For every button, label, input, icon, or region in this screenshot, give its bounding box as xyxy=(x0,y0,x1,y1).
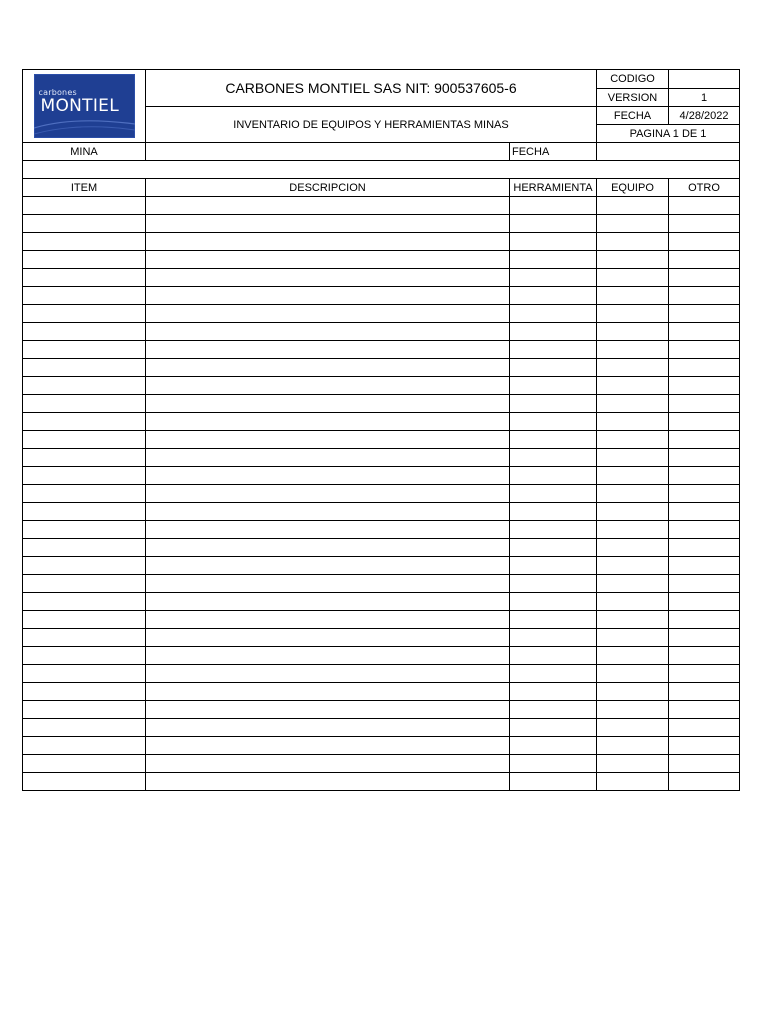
cell-item[interactable] xyxy=(23,323,146,341)
cell-equipo[interactable] xyxy=(597,521,669,539)
table-row xyxy=(23,449,740,467)
table-row xyxy=(23,701,740,719)
cell-herramienta[interactable] xyxy=(510,305,597,323)
cell-equipo[interactable] xyxy=(597,197,669,215)
cell-herramienta[interactable] xyxy=(510,377,597,395)
table-row xyxy=(23,557,740,575)
table-row xyxy=(23,467,740,485)
cell-item[interactable] xyxy=(23,197,146,215)
cell-item[interactable] xyxy=(23,575,146,593)
cell-otro[interactable] xyxy=(669,647,740,665)
cell-item[interactable] xyxy=(23,413,146,431)
cell-equipo[interactable] xyxy=(597,233,669,251)
cell-equipo[interactable] xyxy=(597,683,669,701)
info-fecha-label: FECHA xyxy=(510,143,597,161)
cell-descripcion[interactable] xyxy=(146,737,510,755)
cell-item[interactable] xyxy=(23,611,146,629)
cell-otro[interactable] xyxy=(669,251,740,269)
table-row xyxy=(23,539,740,557)
cell-equipo[interactable] xyxy=(597,755,669,773)
cell-herramienta[interactable] xyxy=(510,485,597,503)
cell-herramienta[interactable] xyxy=(510,503,597,521)
cell-descripcion[interactable] xyxy=(146,395,510,413)
cell-descripcion[interactable] xyxy=(146,647,510,665)
cell-item[interactable] xyxy=(23,557,146,575)
cell-descripcion[interactable] xyxy=(146,575,510,593)
cell-equipo[interactable] xyxy=(597,251,669,269)
cell-descripcion[interactable] xyxy=(146,413,510,431)
cell-herramienta[interactable] xyxy=(510,737,597,755)
cell-otro[interactable] xyxy=(669,233,740,251)
cell-equipo[interactable] xyxy=(597,359,669,377)
codigo-value[interactable] xyxy=(669,70,740,89)
cell-otro[interactable] xyxy=(669,737,740,755)
cell-item[interactable] xyxy=(23,341,146,359)
cell-descripcion[interactable] xyxy=(146,557,510,575)
cell-item[interactable] xyxy=(23,521,146,539)
cell-descripcion[interactable] xyxy=(146,269,510,287)
cell-item[interactable] xyxy=(23,431,146,449)
cell-equipo[interactable] xyxy=(597,629,669,647)
cell-equipo[interactable] xyxy=(597,539,669,557)
cell-otro[interactable] xyxy=(669,323,740,341)
table-row xyxy=(23,485,740,503)
cell-equipo[interactable] xyxy=(597,215,669,233)
cell-equipo[interactable] xyxy=(597,647,669,665)
cell-descripcion[interactable] xyxy=(146,449,510,467)
column-header-row xyxy=(23,179,740,197)
company-logo xyxy=(34,74,135,138)
cell-equipo[interactable] xyxy=(597,485,669,503)
cell-equipo[interactable] xyxy=(597,719,669,737)
cell-descripcion[interactable] xyxy=(146,611,510,629)
cell-item[interactable] xyxy=(23,251,146,269)
cell-item[interactable] xyxy=(23,773,146,791)
cell-herramienta[interactable] xyxy=(510,683,597,701)
col-header-item: ITEM xyxy=(23,179,146,197)
cell-descripcion[interactable] xyxy=(146,629,510,647)
cell-otro[interactable] xyxy=(669,395,740,413)
cell-descripcion[interactable] xyxy=(146,251,510,269)
cell-otro[interactable] xyxy=(669,305,740,323)
cell-otro[interactable] xyxy=(669,215,740,233)
cell-herramienta[interactable] xyxy=(510,233,597,251)
inventory-form xyxy=(22,69,739,791)
cell-herramienta[interactable] xyxy=(510,215,597,233)
cell-item[interactable] xyxy=(23,287,146,305)
cell-item[interactable] xyxy=(23,755,146,773)
cell-herramienta[interactable] xyxy=(510,647,597,665)
cell-equipo[interactable] xyxy=(597,773,669,791)
cell-descripcion[interactable] xyxy=(146,521,510,539)
spacer-row xyxy=(23,161,740,179)
cell-otro[interactable] xyxy=(669,521,740,539)
cell-item[interactable] xyxy=(23,233,146,251)
cell-equipo[interactable] xyxy=(597,395,669,413)
mina-label: MINA xyxy=(23,143,146,161)
company-title: CARBONES MONTIEL SAS NIT: 900537605-6 xyxy=(146,70,597,107)
table-row xyxy=(23,503,740,521)
col-header-herramienta: HERRAMIENTA xyxy=(510,179,597,197)
cell-item[interactable] xyxy=(23,629,146,647)
cell-descripcion[interactable] xyxy=(146,305,510,323)
cell-otro[interactable] xyxy=(669,629,740,647)
logo-swoosh-icon xyxy=(34,114,135,138)
cell-herramienta[interactable] xyxy=(510,773,597,791)
table-row xyxy=(23,431,740,449)
cell-descripcion[interactable] xyxy=(146,773,510,791)
table-row xyxy=(23,341,740,359)
cell-herramienta[interactable] xyxy=(510,269,597,287)
cell-herramienta[interactable] xyxy=(510,539,597,557)
cell-herramienta[interactable] xyxy=(510,719,597,737)
cell-item[interactable] xyxy=(23,305,146,323)
logo-big-text: MONTIEL xyxy=(40,96,119,116)
cell-equipo[interactable] xyxy=(597,611,669,629)
cell-otro[interactable] xyxy=(669,773,740,791)
cell-otro[interactable] xyxy=(669,359,740,377)
logo-cell xyxy=(23,70,146,143)
cell-herramienta[interactable] xyxy=(510,557,597,575)
cell-herramienta[interactable] xyxy=(510,413,597,431)
cell-equipo[interactable] xyxy=(597,413,669,431)
cell-descripcion[interactable] xyxy=(146,323,510,341)
table-row xyxy=(23,665,740,683)
cell-otro[interactable] xyxy=(669,611,740,629)
logo-small-text: carbones xyxy=(38,88,77,97)
col-header-equipo: EQUIPO xyxy=(597,179,669,197)
cell-equipo[interactable] xyxy=(597,665,669,683)
cell-herramienta[interactable] xyxy=(510,701,597,719)
cell-descripcion[interactable] xyxy=(146,287,510,305)
table-row xyxy=(23,629,740,647)
cell-item[interactable] xyxy=(23,395,146,413)
cell-herramienta[interactable] xyxy=(510,359,597,377)
table-row xyxy=(23,305,740,323)
table-row xyxy=(23,611,740,629)
cell-equipo[interactable] xyxy=(597,593,669,611)
cell-equipo[interactable] xyxy=(597,557,669,575)
cell-otro[interactable] xyxy=(669,503,740,521)
table-row xyxy=(23,647,740,665)
cell-herramienta[interactable] xyxy=(510,629,597,647)
cell-descripcion[interactable] xyxy=(146,755,510,773)
cell-otro[interactable] xyxy=(669,413,740,431)
cell-descripcion[interactable] xyxy=(146,233,510,251)
cell-herramienta[interactable] xyxy=(510,287,597,305)
cell-otro[interactable] xyxy=(669,701,740,719)
cell-otro[interactable] xyxy=(669,485,740,503)
cell-item[interactable] xyxy=(23,719,146,737)
info-fecha-field[interactable] xyxy=(597,143,740,161)
cell-item[interactable] xyxy=(23,503,146,521)
cell-equipo[interactable] xyxy=(597,701,669,719)
cell-equipo[interactable] xyxy=(597,575,669,593)
cell-item[interactable] xyxy=(23,485,146,503)
table-row xyxy=(23,413,740,431)
table-row xyxy=(23,323,740,341)
cell-herramienta[interactable] xyxy=(510,611,597,629)
cell-descripcion[interactable] xyxy=(146,593,510,611)
cell-equipo[interactable] xyxy=(597,467,669,485)
cell-equipo[interactable] xyxy=(597,305,669,323)
table-row xyxy=(23,215,740,233)
codigo-label: CODIGO xyxy=(597,70,669,89)
cell-descripcion[interactable] xyxy=(146,431,510,449)
fecha-value[interactable]: 4/28/2022 xyxy=(669,107,740,125)
cell-equipo[interactable] xyxy=(597,431,669,449)
table-row xyxy=(23,359,740,377)
cell-equipo[interactable] xyxy=(597,287,669,305)
table-row xyxy=(23,287,740,305)
table-row xyxy=(23,197,740,215)
cell-herramienta[interactable] xyxy=(510,431,597,449)
table-row xyxy=(23,395,740,413)
cell-descripcion[interactable] xyxy=(146,665,510,683)
cell-herramienta[interactable] xyxy=(510,197,597,215)
fecha-label: FECHA xyxy=(597,107,669,125)
cell-herramienta[interactable] xyxy=(510,575,597,593)
cell-item[interactable] xyxy=(23,269,146,287)
cell-otro[interactable] xyxy=(669,341,740,359)
cell-otro[interactable] xyxy=(669,287,740,305)
cell-herramienta[interactable] xyxy=(510,467,597,485)
cell-otro[interactable] xyxy=(669,755,740,773)
cell-otro[interactable] xyxy=(669,593,740,611)
cell-otro[interactable] xyxy=(669,665,740,683)
cell-otro[interactable] xyxy=(669,377,740,395)
cell-descripcion[interactable] xyxy=(146,719,510,737)
cell-herramienta[interactable] xyxy=(510,449,597,467)
cell-descripcion[interactable] xyxy=(146,359,510,377)
cell-item[interactable] xyxy=(23,683,146,701)
mina-field[interactable] xyxy=(146,143,510,161)
cell-equipo[interactable] xyxy=(597,377,669,395)
cell-otro[interactable] xyxy=(669,575,740,593)
cell-herramienta[interactable] xyxy=(510,251,597,269)
form-table xyxy=(22,69,740,791)
cell-item[interactable] xyxy=(23,539,146,557)
form-subtitle: INVENTARIO DE EQUIPOS Y HERRAMIENTAS MINAS xyxy=(146,107,597,143)
pagina-indicator: PAGINA 1 DE 1 xyxy=(597,125,740,143)
col-header-otro: OTRO xyxy=(669,179,740,197)
table-row xyxy=(23,683,740,701)
cell-herramienta[interactable] xyxy=(510,341,597,359)
cell-descripcion[interactable] xyxy=(146,701,510,719)
cell-descripcion[interactable] xyxy=(146,485,510,503)
table-row xyxy=(23,593,740,611)
table-row xyxy=(23,737,740,755)
version-value[interactable]: 1 xyxy=(669,89,740,107)
cell-otro[interactable] xyxy=(669,719,740,737)
cell-otro[interactable] xyxy=(669,449,740,467)
cell-equipo[interactable] xyxy=(597,323,669,341)
cell-otro[interactable] xyxy=(669,683,740,701)
cell-item[interactable] xyxy=(23,449,146,467)
table-row xyxy=(23,233,740,251)
table-row xyxy=(23,773,740,791)
cell-equipo[interactable] xyxy=(597,503,669,521)
cell-otro[interactable] xyxy=(669,197,740,215)
cell-herramienta[interactable] xyxy=(510,593,597,611)
cell-descripcion[interactable] xyxy=(146,341,510,359)
cell-item[interactable] xyxy=(23,593,146,611)
cell-equipo[interactable] xyxy=(597,269,669,287)
table-row xyxy=(23,575,740,593)
version-label: VERSION xyxy=(597,89,669,107)
cell-item[interactable] xyxy=(23,701,146,719)
cell-equipo[interactable] xyxy=(597,737,669,755)
cell-herramienta[interactable] xyxy=(510,521,597,539)
cell-equipo[interactable] xyxy=(597,341,669,359)
cell-otro[interactable] xyxy=(669,557,740,575)
cell-item[interactable] xyxy=(23,467,146,485)
cell-herramienta[interactable] xyxy=(510,665,597,683)
cell-otro[interactable] xyxy=(669,269,740,287)
cell-descripcion[interactable] xyxy=(146,215,510,233)
table-row xyxy=(23,251,740,269)
cell-item[interactable] xyxy=(23,359,146,377)
cell-descripcion[interactable] xyxy=(146,683,510,701)
cell-otro[interactable] xyxy=(669,539,740,557)
cell-descripcion[interactable] xyxy=(146,539,510,557)
cell-herramienta[interactable] xyxy=(510,395,597,413)
cell-item[interactable] xyxy=(23,647,146,665)
col-header-descripcion: DESCRIPCION xyxy=(146,179,510,197)
cell-item[interactable] xyxy=(23,665,146,683)
cell-item[interactable] xyxy=(23,737,146,755)
cell-otro[interactable] xyxy=(669,431,740,449)
cell-otro[interactable] xyxy=(669,467,740,485)
table-row xyxy=(23,755,740,773)
cell-item[interactable] xyxy=(23,377,146,395)
cell-descripcion[interactable] xyxy=(146,503,510,521)
cell-herramienta[interactable] xyxy=(510,755,597,773)
cell-herramienta[interactable] xyxy=(510,323,597,341)
table-row xyxy=(23,269,740,287)
cell-descripcion[interactable] xyxy=(146,467,510,485)
cell-descripcion[interactable] xyxy=(146,377,510,395)
table-row xyxy=(23,719,740,737)
cell-equipo[interactable] xyxy=(597,449,669,467)
table-row xyxy=(23,377,740,395)
table-row xyxy=(23,521,740,539)
cell-descripcion[interactable] xyxy=(146,197,510,215)
cell-item[interactable] xyxy=(23,215,146,233)
